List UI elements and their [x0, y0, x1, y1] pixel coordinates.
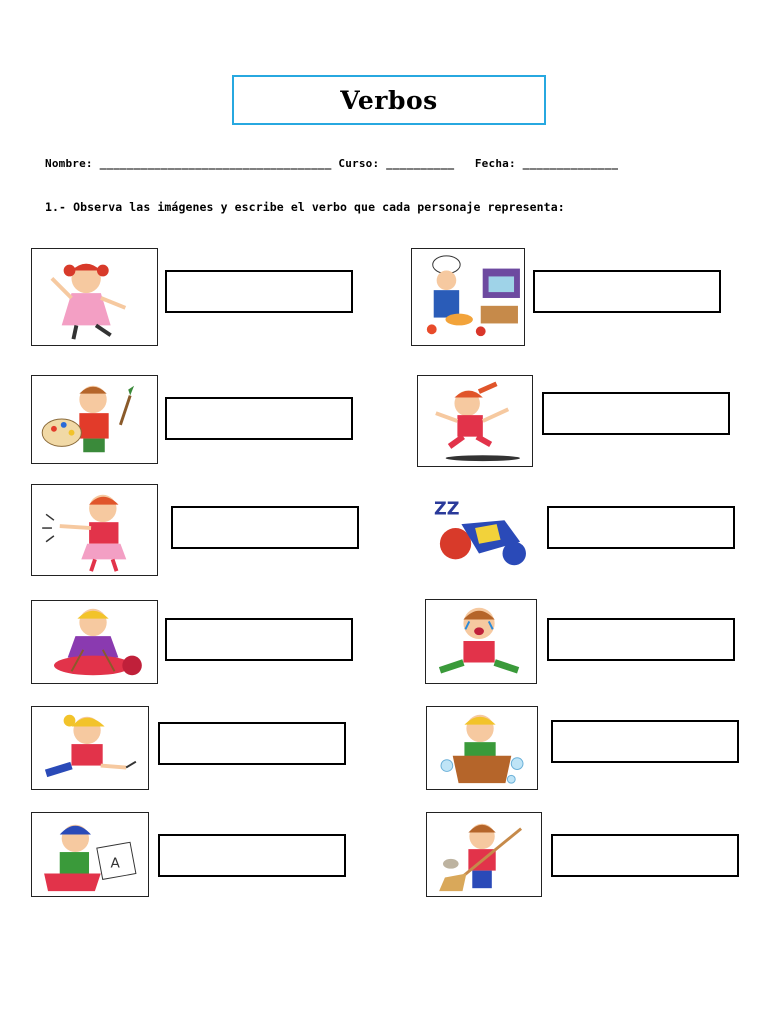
knitting-girl-icon [31, 600, 158, 684]
fecha-label: Fecha: [474, 157, 516, 170]
answer-box-6[interactable] [547, 506, 735, 549]
writing-girl-icon [31, 706, 149, 790]
clapping-girl-icon [31, 484, 158, 576]
jumping-girl-icon [417, 375, 533, 467]
crying-boy-icon [425, 599, 537, 684]
instruction-text: 1.- Observa las imágenes y escribe el verbo que cada personaje representa: [45, 200, 565, 214]
drawing-boy-icon [31, 812, 149, 897]
answer-box-10[interactable] [551, 720, 739, 763]
sweeping-boy-icon [426, 812, 542, 897]
painting-boy-icon [31, 375, 158, 464]
curso-label: Curso: [338, 157, 380, 170]
answer-box-4[interactable] [542, 392, 730, 435]
page-title: Verbos [340, 85, 438, 115]
washing-boy-icon [426, 706, 538, 790]
answer-box-9[interactable] [158, 722, 346, 765]
nombre-label: Nombre: [45, 157, 93, 170]
answer-box-11[interactable] [158, 834, 346, 877]
answer-box-12[interactable] [551, 834, 739, 877]
title-box [232, 75, 546, 125]
svg-text:A: A [110, 855, 120, 872]
svg-text:ZZ: ZZ [434, 499, 460, 520]
answer-box-7[interactable] [165, 618, 353, 661]
fecha-field[interactable]: ______________ [522, 157, 619, 170]
student-info-row [45, 157, 618, 170]
answer-box-8[interactable] [547, 618, 735, 661]
curso-field[interactable]: __________ [386, 157, 455, 170]
answer-box-3[interactable] [165, 397, 353, 440]
answer-box-5[interactable] [171, 506, 359, 549]
answer-box-2[interactable] [533, 270, 721, 313]
nombre-field[interactable]: __________________________________ [99, 157, 332, 170]
dancing-girl-icon [31, 248, 158, 346]
answer-box-1[interactable] [165, 270, 353, 313]
cooking-chef-icon [411, 248, 525, 346]
sleeping-boy-icon [425, 484, 535, 576]
